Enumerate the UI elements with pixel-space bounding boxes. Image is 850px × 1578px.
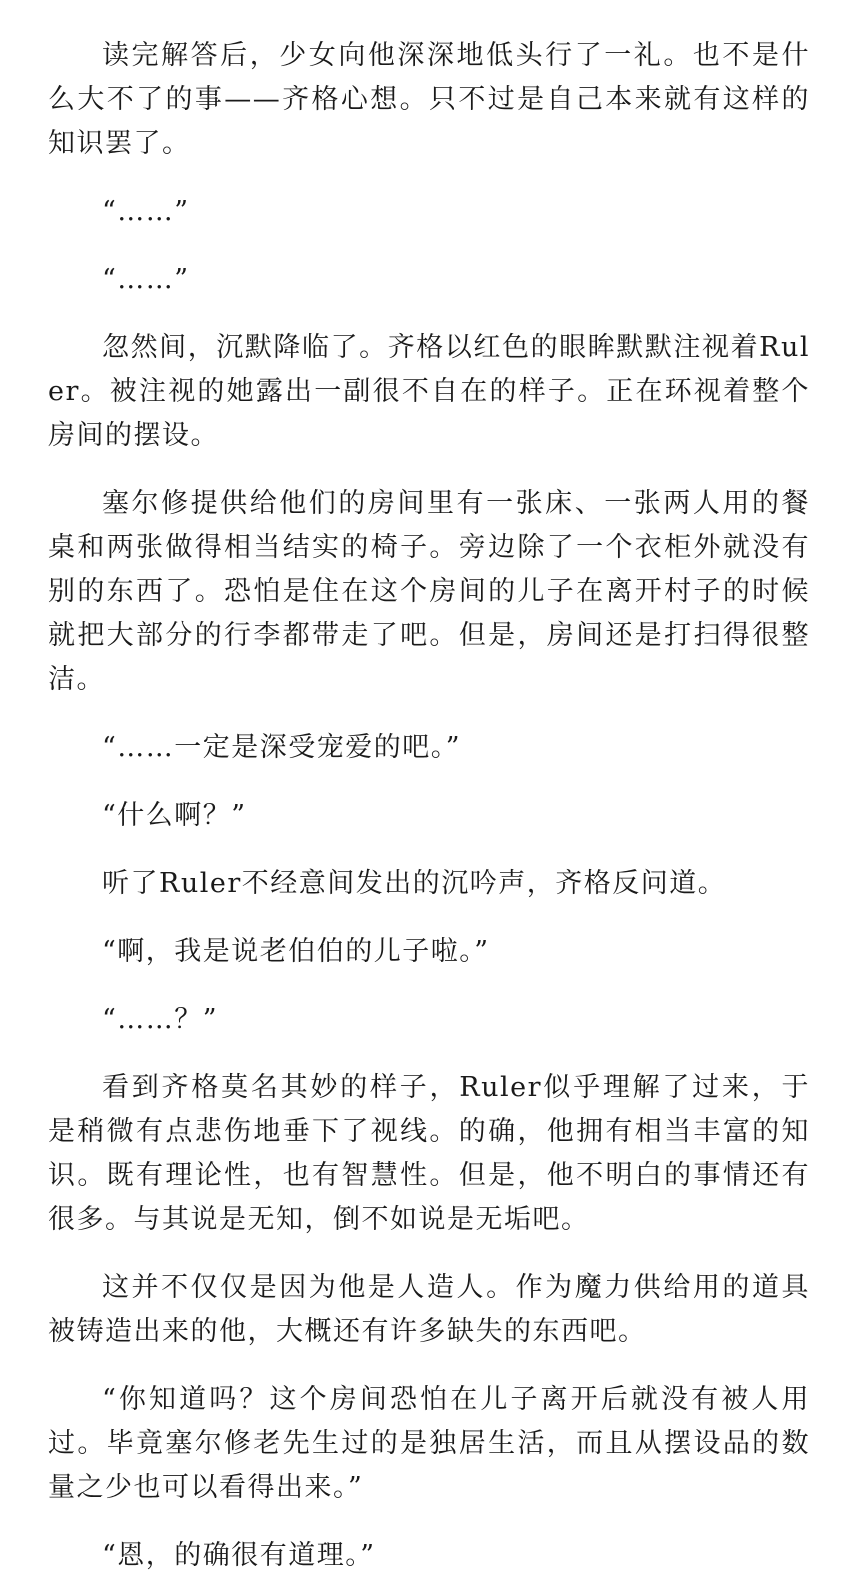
paragraph: “……” — [102, 196, 190, 227]
paragraph: 这并不仅仅是因为他是人造人。作为魔力供给用的道具被铸造出来的他，大概还有许多缺失的东西吧。 — [48, 1272, 810, 1347]
paragraph: “你知道吗？这个房间恐怕在儿子离开后就没有被人用过。毕竟塞尔修老先生过的是独居生活，而且从摆设品的数量之少也可以看得出来。” — [48, 1384, 810, 1503]
paragraph: 听了Ruler不经意间发出的沉吟声，齐格反问道。 — [102, 868, 727, 899]
paragraph: “……” — [102, 264, 190, 295]
paragraph: 塞尔修提供给他们的房间里有一张床、一张两人用的餐桌和两张做得相当结实的椅子。旁边除了一个衣柜外就没有别的东西了。恐怕是住在这个房间的儿子在离开村子的时候就把大部分的行李都带走了吧。但是，房间还是打扫得很整洁。 — [48, 488, 810, 695]
paragraph: 看到齐格莫名其妙的样子，Ruler似乎理解了过来，于是稍微有点悲伤地垂下了视线。的确，他拥有相当丰富的知识。既有理论性，也有智慧性。但是，他不明白的事情还有很多。与其说是无知，倒不如说是无垢吧。 — [48, 1072, 810, 1235]
paragraph: “什么啊？” — [102, 800, 247, 831]
paragraph: 忽然间，沉默降临了。齐格以红色的眼眸默默注视着Ruler。被注视的她露出一副很不自在的样子。正在环视着整个房间的摆设。 — [48, 332, 810, 451]
paragraph: “……一定是深受宠爱的吧。” — [102, 732, 462, 763]
paragraph: “恩，的确很有道理。” — [102, 1540, 376, 1571]
paragraph: “啊，我是说老伯伯的儿子啦。” — [102, 936, 490, 967]
paragraph: 读完解答后，少女向他深深地低头行了一礼。也不是什么大不了的事——齐格心想。只不过是自己本来就有这样的知识罢了。 — [48, 40, 810, 159]
paragraph: “……？” — [102, 1004, 219, 1035]
